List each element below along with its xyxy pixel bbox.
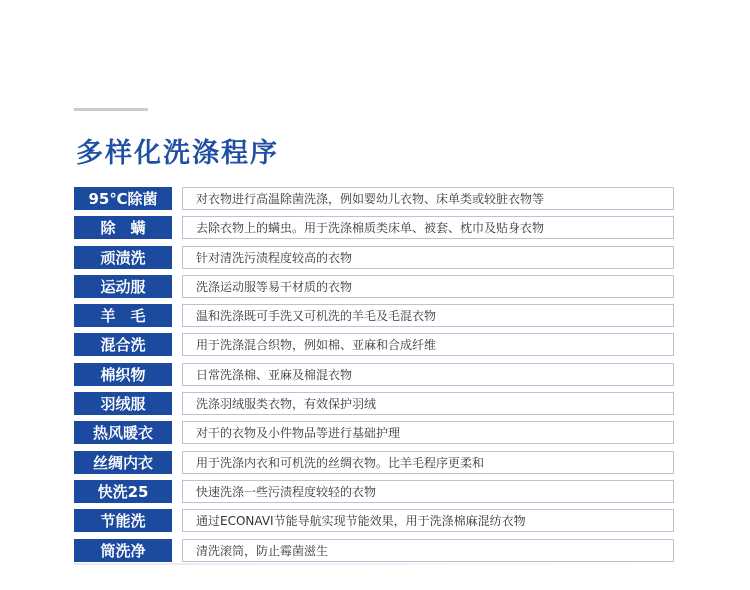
program-label: 95℃除菌 <box>74 187 172 210</box>
program-label: 快洗25 <box>74 480 172 503</box>
page-title: 多样化洗涤程序 <box>76 138 279 169</box>
program-description: 清洗滚筒，防止霉菌滋生 <box>182 539 674 562</box>
program-description: 温和洗涤既可手洗又可机洗的羊毛及毛混衣物 <box>182 304 674 327</box>
program-row <box>74 451 674 474</box>
program-row <box>74 421 674 444</box>
program-label: 热风暖衣 <box>74 421 172 444</box>
program-label: 筒洗净 <box>74 539 172 562</box>
program-row <box>74 187 674 210</box>
program-list <box>74 187 674 568</box>
program-description: 对衣物进行高温除菌洗涤，例如婴幼儿衣物、床单类或较脏衣物等 <box>182 187 674 210</box>
program-row <box>74 539 674 562</box>
program-description: 用于洗涤混合织物，例如棉、亚麻和合成纤维 <box>182 333 674 356</box>
program-description: 用于洗涤内衣和可机洗的丝绸衣物。比羊毛程序更柔和 <box>182 451 674 474</box>
program-label: 除 螨 <box>74 216 172 239</box>
program-label: 节能洗 <box>74 509 172 532</box>
program-row <box>74 392 674 415</box>
program-label: 混合洗 <box>74 333 172 356</box>
program-description: 针对清洗污渍程度较高的衣物 <box>182 246 674 269</box>
program-description: 日常洗涤棉、亚麻及棉混衣物 <box>182 363 674 386</box>
program-label: 棉织物 <box>74 363 172 386</box>
program-row <box>74 304 674 327</box>
bottom-divider <box>74 563 674 565</box>
program-row <box>74 246 674 269</box>
program-row <box>74 333 674 356</box>
program-label: 丝绸内衣 <box>74 451 172 474</box>
program-row <box>74 216 674 239</box>
program-label: 羽绒服 <box>74 392 172 415</box>
program-description: 洗涤运动服等易干材质的衣物 <box>182 275 674 298</box>
program-label: 顽渍洗 <box>74 246 172 269</box>
program-description: 通过ECONAVI节能导航实现节能效果，用于洗涤棉麻混纺衣物 <box>182 509 674 532</box>
program-description: 去除衣物上的螨虫。用于洗涤棉质类床单、被套、枕巾及贴身衣物 <box>182 216 674 239</box>
title-divider <box>74 108 148 111</box>
program-row <box>74 509 674 532</box>
program-row <box>74 363 674 386</box>
program-label: 羊 毛 <box>74 304 172 327</box>
program-description: 洗涤羽绒服类衣物，有效保护羽绒 <box>182 392 674 415</box>
program-description: 对干的衣物及小件物品等进行基础护理 <box>182 421 674 444</box>
program-label: 运动服 <box>74 275 172 298</box>
program-row <box>74 275 674 298</box>
program-row <box>74 480 674 503</box>
program-description: 快速洗涤一些污渍程度较轻的衣物 <box>182 480 674 503</box>
